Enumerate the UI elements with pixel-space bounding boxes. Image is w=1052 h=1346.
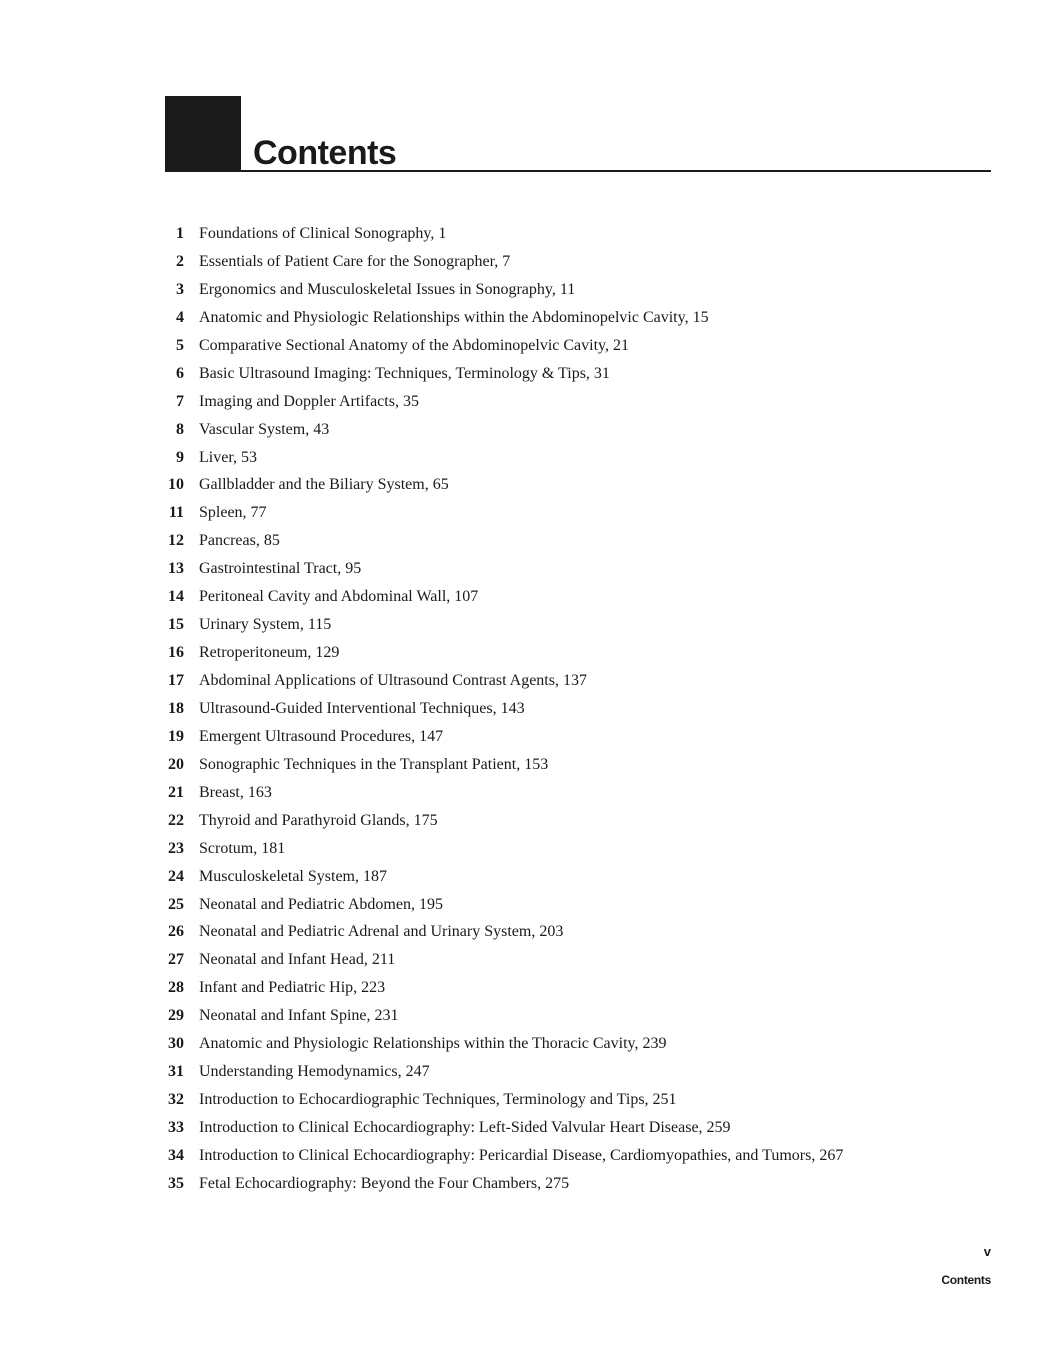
chapter-number: 31 [168,1063,184,1081]
chapter-number: 4 [176,308,184,326]
chapter-header-block [165,96,241,172]
chapter-title: Vascular System, 43 [199,420,330,438]
toc-entry[interactable] [160,555,1000,583]
toc-entry[interactable] [160,695,1000,723]
chapter-number: 5 [176,336,184,354]
chapter-number: 25 [168,895,184,913]
chapter-number: 28 [168,979,184,997]
chapter-title: Essentials of Patient Care for the Sonographer, 7 [199,252,511,270]
chapter-title: Basic Ultrasound Imaging: Techniques, Terminology & Tips, 31 [199,364,610,382]
chapter-number: 16 [168,644,184,662]
chapter-title: Breast, 163 [199,783,272,801]
toc-entry[interactable] [160,611,1000,639]
toc-entry[interactable] [160,1086,1000,1114]
chapter-number: 9 [176,448,184,466]
toc-entry[interactable] [160,444,1000,472]
toc-entry[interactable] [160,1114,1000,1142]
toc-entry[interactable] [160,1142,1000,1170]
chapter-title: Anatomic and Physiologic Relationships within the Abdominopelvic Cavity, 15 [199,308,709,326]
chapter-title: Thyroid and Parathyroid Glands, 175 [199,811,438,829]
chapter-number: 2 [176,252,184,270]
chapter-title: Introduction to Echocardiographic Techniques, Terminology and Tips, 251 [199,1091,677,1109]
toc-entry[interactable] [160,891,1000,919]
running-footer: Contents [941,1273,991,1287]
toc-entry[interactable] [160,1002,1000,1030]
chapter-number: 1 [176,225,184,242]
toc-entry[interactable] [160,360,1000,388]
chapter-title: Neonatal and Infant Spine, 231 [199,1007,399,1025]
chapter-title: Comparative Sectional Anatomy of the Abdominopelvic Cavity, 21 [199,336,629,354]
toc-entry[interactable] [160,807,1000,835]
chapter-title: Peritoneal Cavity and Abdominal Wall, 107 [199,588,479,606]
chapter-title: Retroperitoneum, 129 [199,644,340,662]
chapter-title: Ergonomics and Musculoskeletal Issues in Sonography, 11 [199,280,576,298]
chapter-title: Neonatal and Infant Head, 211 [199,951,396,969]
chapter-number: 3 [176,280,184,298]
toc-entry[interactable] [160,332,1000,360]
chapter-title: Scrotum, 181 [199,839,286,857]
chapter-title: Anatomic and Physiologic Relationships within the Thoracic Cavity, 239 [199,1035,667,1053]
chapter-number: 6 [176,364,184,382]
chapter-title: Sonographic Techniques in the Transplant Patient, 153 [199,755,549,773]
toc-entry[interactable] [160,304,1000,332]
toc-entry[interactable] [160,276,1000,304]
chapter-title: Neonatal and Pediatric Adrenal and Urinary System, 203 [199,923,564,941]
toc-entry[interactable] [160,248,1000,276]
toc-entry[interactable] [160,974,1000,1002]
chapter-title: Gallbladder and the Biliary System, 65 [199,476,449,494]
chapter-title: Urinary System, 115 [199,616,332,634]
chapter-number: 33 [168,1119,184,1136]
table-of-contents [160,220,1000,1198]
chapter-title: Introduction to Clinical Echocardiography: Left-Sided Valvular Heart Disease, 259 [199,1119,731,1136]
toc-entry[interactable] [160,527,1000,555]
chapter-number: 12 [168,532,184,550]
chapter-title: Gastrointestinal Tract, 95 [199,560,362,578]
chapter-number: 13 [168,560,184,578]
chapter-title: Neonatal and Pediatric Abdomen, 195 [199,895,443,913]
page-title: Contents [253,134,397,172]
chapter-number: 18 [168,699,184,717]
chapter-number: 35 [168,1174,184,1192]
toc-entry[interactable] [160,220,1000,248]
toc-entry[interactable] [160,835,1000,863]
chapter-title: Musculoskeletal System, 187 [199,867,387,885]
chapter-title: Emergent Ultrasound Procedures, 147 [199,727,444,745]
chapter-number: 17 [168,672,184,689]
chapter-number: 11 [168,504,184,522]
chapter-number: 10 [168,476,184,494]
chapter-title: Spleen, 77 [199,504,267,522]
toc-entry[interactable] [160,918,1000,946]
chapter-number: 32 [168,1091,184,1109]
chapter-number: 27 [168,951,184,969]
chapter-number: 20 [168,755,184,773]
toc-entry[interactable] [160,471,1000,499]
chapter-number: 30 [168,1035,184,1053]
toc-entry[interactable] [160,1030,1000,1058]
chapter-title: Fetal Echocardiography: Beyond the Four Chambers, 275 [199,1174,570,1192]
chapter-number: 15 [168,616,184,634]
page-number: v [983,1244,991,1259]
toc-entry[interactable] [160,1170,1000,1198]
chapter-number: 8 [176,420,184,438]
chapter-title: Abdominal Applications of Ultrasound Contrast Agents, 137 [199,672,587,689]
chapter-number: 34 [168,1146,184,1164]
toc-entry[interactable] [160,1058,1000,1086]
chapter-title: Liver, 53 [199,448,258,466]
toc-entry[interactable] [160,416,1000,444]
toc-entry[interactable] [160,751,1000,779]
toc-entry[interactable] [160,779,1000,807]
chapter-title: Foundations of Clinical Sonography, 1 [199,225,447,242]
toc-entry[interactable] [160,639,1000,667]
chapter-number: 29 [168,1007,184,1025]
chapter-number: 22 [168,811,184,829]
toc-entry[interactable] [160,667,1000,695]
chapter-number: 24 [168,867,184,885]
toc-entry[interactable] [160,723,1000,751]
chapter-number: 7 [176,392,184,410]
chapter-number: 19 [168,727,184,745]
toc-entry[interactable] [160,388,1000,416]
toc-entry[interactable] [160,863,1000,891]
toc-entry[interactable] [160,946,1000,974]
chapter-number: 14 [168,588,184,606]
chapter-number: 26 [168,923,184,941]
chapter-title: Pancreas, 85 [199,532,280,550]
chapter-number: 23 [168,839,184,857]
chapter-title: Imaging and Doppler Artifacts, 35 [199,392,419,410]
chapter-title: Infant and Pediatric Hip, 223 [199,979,386,997]
chapter-number: 21 [168,783,184,801]
toc-entry[interactable] [160,583,1000,611]
chapter-title: Introduction to Clinical Echocardiography: Pericardial Disease, Cardiomyopathies, and Tumors, 267 [199,1146,844,1164]
chapter-title: Understanding Hemodynamics, 247 [199,1063,430,1081]
toc-entry[interactable] [160,499,1000,527]
chapter-title: Ultrasound-Guided Interventional Techniques, 143 [199,699,525,717]
